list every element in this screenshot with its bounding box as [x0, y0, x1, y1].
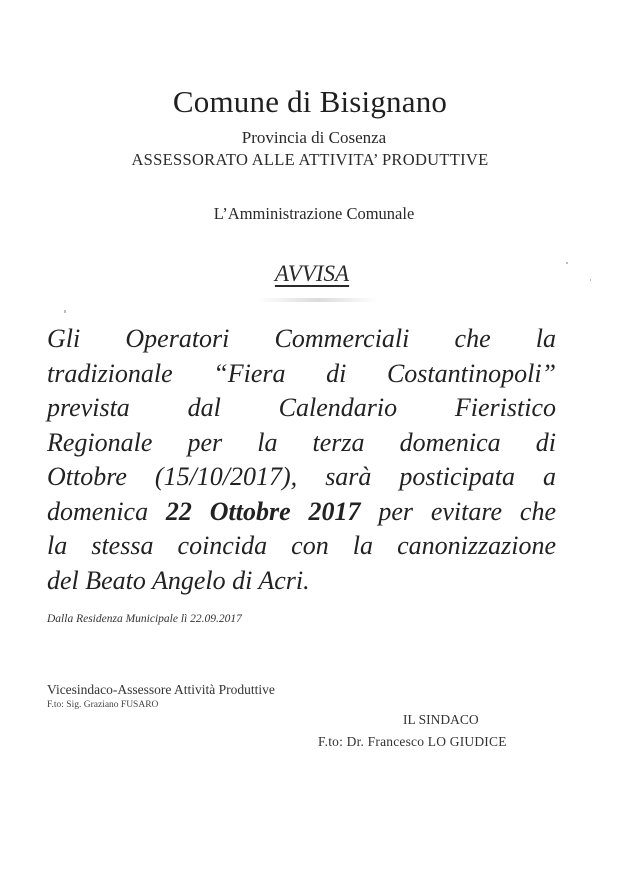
- body-line-7: la stessa coincida con la canonizzazione: [47, 531, 556, 560]
- scan-speck: [566, 262, 568, 264]
- scan-speck: [64, 310, 66, 313]
- body-line-2: tradizionale “Fiera di Costantinopoli”: [47, 358, 556, 388]
- administration-line: L’Amministrazione Comunale: [213, 204, 415, 223]
- event-date: 22 Ottobre 2017: [165, 496, 361, 526]
- province-line: Provincia di Cosenza: [241, 128, 387, 147]
- body-line-5: Ottobre (15/10/2017), sarà posticipata a: [47, 462, 556, 491]
- body-line-8: del Beato Angelo di Acri.: [47, 565, 310, 595]
- notice-body: [47, 322, 556, 598]
- body-line-4: Regionale per la terza domenica di: [47, 427, 556, 457]
- body-line-6-start: domenica: [47, 496, 166, 526]
- mayor-signature: F.to: Dr. Francesco LO GIUDICE: [318, 734, 507, 749]
- body-line-1: Gli Operatori Commerciali che la: [47, 324, 556, 353]
- scan-smudge: [258, 298, 378, 302]
- department-line: ASSESSORATO ALLE ATTIVITA’ PRODUTTIVE: [131, 150, 489, 169]
- vice-mayor-signature: F.to: Sig. Graziano FUSARO: [47, 700, 159, 710]
- body-line-3: prevista dal Calendario Fieristico: [47, 393, 556, 422]
- vice-mayor-title: Vicesindaco-Assessore Attività Produttive: [47, 682, 275, 697]
- mayor-title: IL SINDACO: [403, 712, 479, 727]
- scan-speck: [590, 279, 591, 281]
- body-line-6-end: per evitare che: [360, 496, 556, 526]
- body-line-6: [47, 495, 556, 530]
- dateline: Dalla Residenza Municipale lì 22.09.2017: [47, 613, 242, 625]
- notice-heading: AVVISA: [274, 261, 350, 286]
- municipality-title: Comune di Bisignano: [172, 84, 448, 119]
